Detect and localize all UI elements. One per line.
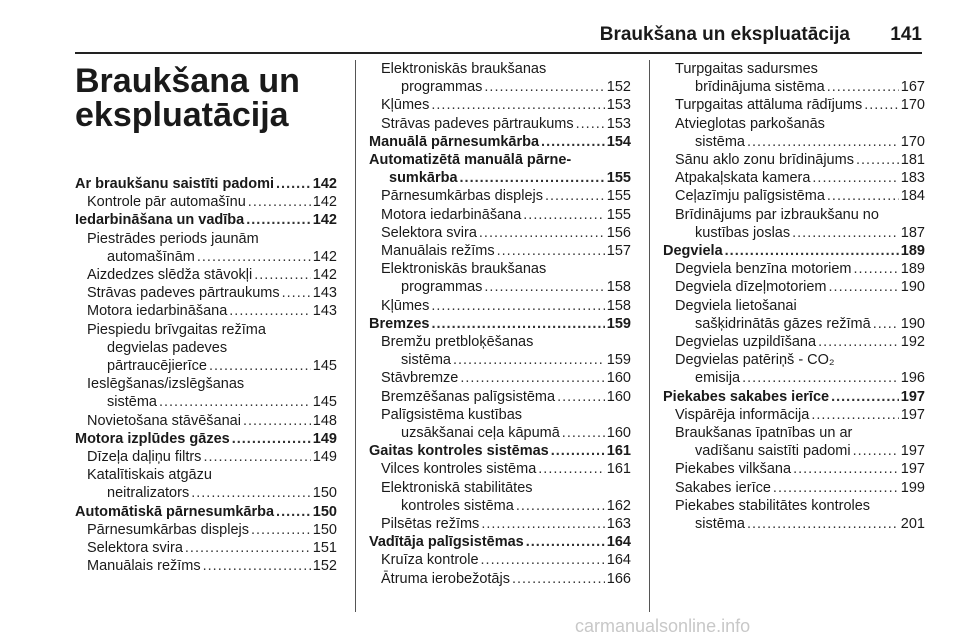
toc-section-link[interactable] bbox=[369, 442, 631, 460]
dot-leader bbox=[551, 442, 605, 460]
toc-entry-text: kontroles sistēma bbox=[401, 497, 514, 514]
toc-page-number: 154 bbox=[606, 133, 631, 150]
toc-entry-text: Vilces kontroles sistēma bbox=[381, 461, 537, 478]
dot-leader bbox=[282, 284, 311, 302]
toc-entry-text: Motora iedarbināšana bbox=[381, 206, 522, 223]
toc-entry-text: Aizdedzes slēdža stāvokļi bbox=[87, 267, 253, 284]
toc-entry-text: neitralizators bbox=[107, 485, 190, 502]
toc-page-number: 164 bbox=[606, 534, 631, 551]
toc-page-number: 197 bbox=[900, 406, 925, 423]
toc-section-link[interactable] bbox=[369, 151, 631, 187]
toc-entry-link[interactable] bbox=[663, 479, 925, 497]
toc-page-number: 143 bbox=[312, 285, 337, 302]
toc-section-link[interactable] bbox=[369, 133, 631, 151]
dot-leader bbox=[460, 369, 604, 387]
dot-leader bbox=[856, 151, 899, 169]
toc-entry-text: Degvielas patēriņš - CO₂ bbox=[675, 352, 835, 369]
toc-entry-text: Elektroniskā stabilitātes bbox=[381, 479, 533, 496]
toc-page-number: 166 bbox=[606, 570, 631, 587]
toc-entry-text: Kruīza kontrole bbox=[381, 552, 479, 569]
toc-page-number: 156 bbox=[606, 224, 631, 241]
toc-page-number: 189 bbox=[900, 261, 925, 278]
dot-leader bbox=[484, 278, 604, 296]
toc-page-number: 159 bbox=[606, 315, 631, 332]
toc-entry-link[interactable] bbox=[369, 333, 631, 369]
watermark: carmanualsonline.info bbox=[575, 616, 751, 636]
dot-leader bbox=[818, 333, 899, 351]
toc-entry-link[interactable] bbox=[75, 557, 337, 575]
toc-page-number: 152 bbox=[606, 79, 631, 96]
dot-leader bbox=[229, 302, 311, 320]
dot-leader bbox=[545, 187, 605, 205]
toc-entry-text: Palīgsistēma kustības bbox=[381, 406, 523, 423]
chapter-title-line: ekspluatācija bbox=[75, 96, 289, 134]
toc-entry-link[interactable] bbox=[369, 479, 631, 515]
toc-page-number: 148 bbox=[312, 412, 337, 429]
toc-entry-text: sistēma bbox=[695, 133, 745, 150]
page-header bbox=[75, 18, 922, 54]
toc-page-number: 159 bbox=[606, 352, 631, 369]
dot-leader bbox=[481, 515, 604, 533]
toc-entry-text: Piekabes sakabes ierīce bbox=[663, 388, 830, 405]
toc-column-1 bbox=[75, 175, 337, 575]
dot-leader bbox=[276, 503, 311, 521]
toc-page-number: 142 bbox=[312, 267, 337, 284]
toc-page-number: 152 bbox=[312, 558, 337, 575]
toc-entry-link[interactable] bbox=[369, 260, 631, 296]
toc-entry-text: Piestrādes periods jaunām bbox=[87, 230, 259, 247]
header-title: Braukšana un ekspluatācija bbox=[599, 24, 850, 45]
toc-page-number: 155 bbox=[606, 206, 631, 223]
dot-leader bbox=[793, 460, 899, 478]
toc-entry-link[interactable] bbox=[663, 151, 925, 169]
toc-entry-link[interactable] bbox=[75, 466, 337, 502]
toc-entry-text: Selektora svira bbox=[87, 540, 183, 557]
toc-entry-text: Automātiskā pārnesumkārba bbox=[75, 503, 275, 520]
dot-leader bbox=[831, 388, 899, 406]
dot-leader bbox=[562, 424, 605, 442]
toc-entry-text: programmas bbox=[401, 279, 483, 296]
toc-page-number: 158 bbox=[606, 279, 631, 296]
dot-leader bbox=[197, 248, 311, 266]
toc-entry-text: Manuālā pārnesumkārba bbox=[369, 133, 540, 150]
dot-leader bbox=[541, 133, 605, 151]
toc-entry-text: Bremzēšanas palīgsistēma bbox=[381, 388, 556, 405]
toc-page-number: 150 bbox=[312, 521, 337, 538]
toc-entry-text: Kontrole pār automašīnu bbox=[87, 194, 246, 211]
dot-leader bbox=[248, 193, 311, 211]
toc-entry-link[interactable] bbox=[75, 375, 337, 411]
toc-entry-text: Katalītiskais atgāzu bbox=[87, 467, 212, 484]
toc-column-2 bbox=[369, 60, 631, 588]
dot-leader bbox=[742, 369, 899, 387]
toc-page-number: 189 bbox=[900, 243, 925, 260]
dot-leader bbox=[512, 570, 605, 588]
toc-page-number: 196 bbox=[900, 370, 925, 387]
toc-page-number: 142 bbox=[312, 194, 337, 211]
toc-entry-text: Vadītāja palīgsistēmas bbox=[369, 534, 524, 551]
toc-entry-link[interactable] bbox=[663, 169, 925, 187]
dot-leader bbox=[254, 266, 311, 284]
dot-leader bbox=[243, 412, 311, 430]
toc-entry-link[interactable] bbox=[75, 284, 337, 302]
column-divider bbox=[649, 60, 650, 612]
toc-page-number: 155 bbox=[606, 188, 631, 205]
toc-page-number: 184 bbox=[900, 188, 925, 205]
toc-entry-text: Piespiedu brīvgaitas režīma bbox=[87, 321, 266, 338]
toc-entry-text: Turpgaitas attāluma rādījums bbox=[675, 97, 863, 114]
toc-page-number: 197 bbox=[900, 443, 925, 460]
dot-leader bbox=[853, 442, 899, 460]
toc-entry-link[interactable] bbox=[75, 539, 337, 557]
toc-entry-link[interactable] bbox=[369, 224, 631, 242]
dot-leader bbox=[453, 351, 605, 369]
toc-page-number: 160 bbox=[606, 425, 631, 442]
toc-entry-text: pārtraucējierīce bbox=[107, 358, 207, 375]
toc-entry-text: Motora iedarbināšana bbox=[87, 303, 228, 320]
toc-entry-link[interactable] bbox=[663, 260, 925, 278]
toc-page-number: 163 bbox=[606, 516, 631, 533]
toc-entry-link[interactable] bbox=[663, 115, 925, 151]
dot-leader bbox=[523, 206, 605, 224]
dot-leader bbox=[431, 96, 604, 114]
toc-page-number: 149 bbox=[312, 449, 337, 466]
dot-leader bbox=[827, 78, 899, 96]
toc-section-link[interactable] bbox=[75, 175, 337, 193]
toc-entry-link[interactable] bbox=[663, 187, 925, 205]
toc-entry-link[interactable] bbox=[369, 369, 631, 387]
toc-entry-link[interactable] bbox=[369, 96, 631, 114]
toc-page-number: 190 bbox=[900, 315, 925, 332]
toc-entry-link[interactable] bbox=[369, 242, 631, 260]
dot-leader bbox=[484, 78, 604, 96]
dot-leader bbox=[557, 388, 605, 406]
toc-column-3 bbox=[663, 60, 925, 533]
toc-entry-text: sašķidrinātās gāzes režīmā bbox=[695, 315, 871, 332]
toc-entry-text: Selektora svira bbox=[381, 224, 477, 241]
toc-section-link[interactable] bbox=[75, 211, 337, 229]
toc-page-number: 142 bbox=[312, 212, 337, 229]
toc-section-link[interactable] bbox=[369, 533, 631, 551]
toc-entry-text: brīdinājuma sistēma bbox=[695, 79, 825, 96]
dot-leader bbox=[251, 521, 311, 539]
toc-entry-link[interactable] bbox=[663, 60, 925, 96]
dot-leader bbox=[516, 497, 605, 515]
toc-page-number: 170 bbox=[900, 133, 925, 150]
toc-page-number: 153 bbox=[606, 97, 631, 114]
toc-page-number: 160 bbox=[606, 370, 631, 387]
toc-entry-link[interactable] bbox=[369, 115, 631, 133]
toc-section-link[interactable] bbox=[663, 388, 925, 406]
toc-entry-text: programmas bbox=[401, 79, 483, 96]
toc-page-number: 145 bbox=[312, 358, 337, 375]
toc-page-number: 150 bbox=[312, 503, 337, 520]
dot-leader bbox=[203, 448, 310, 466]
dot-leader bbox=[479, 224, 605, 242]
toc-page-number: 183 bbox=[900, 170, 925, 187]
dot-leader bbox=[725, 242, 899, 260]
dot-leader bbox=[773, 479, 899, 497]
dot-leader bbox=[747, 133, 899, 151]
dot-leader bbox=[864, 96, 899, 114]
dot-leader bbox=[209, 357, 311, 375]
dot-leader bbox=[460, 169, 605, 187]
toc-entry-text: Novietošana stāvēšanai bbox=[87, 412, 241, 429]
toc-entry-text: Motora izplūdes gāzes bbox=[75, 430, 230, 447]
toc-entry-text: Dīzeļa daļiņu filtrs bbox=[87, 449, 202, 466]
toc-page-number: 181 bbox=[900, 152, 925, 169]
dot-leader bbox=[191, 484, 311, 502]
toc-entry-link[interactable] bbox=[663, 406, 925, 424]
toc-entry-link[interactable] bbox=[75, 321, 337, 376]
toc-entry-link[interactable] bbox=[663, 424, 925, 460]
dot-leader bbox=[431, 297, 604, 315]
toc-entry-link[interactable] bbox=[663, 278, 925, 296]
toc-entry-link[interactable] bbox=[369, 60, 631, 96]
toc-entry-text: Degviela bbox=[663, 243, 723, 260]
toc-entry-text: degvielas padeves bbox=[107, 339, 228, 356]
toc-section-link[interactable] bbox=[75, 430, 337, 448]
chapter-title-line: Braukšana un bbox=[75, 62, 300, 100]
toc-entry-text: Ar braukšanu saistīti padomi bbox=[75, 176, 275, 192]
dot-leader bbox=[854, 260, 899, 278]
toc-entry-link[interactable] bbox=[663, 297, 925, 333]
toc-entry-text: Iedarbināšana un vadība bbox=[75, 212, 245, 229]
dot-leader bbox=[526, 533, 605, 551]
toc-entry-text: Piekabes stabilitātes kontroles bbox=[675, 497, 871, 514]
toc-entry-text: Pārnesumkārbas displejs bbox=[381, 188, 543, 205]
toc-entry-text: Manuālais režīms bbox=[381, 243, 495, 260]
dot-leader bbox=[811, 406, 898, 424]
toc-entry-text: Manuālais režīms bbox=[87, 558, 201, 575]
chapter-title bbox=[75, 64, 345, 132]
toc-page-number: 187 bbox=[900, 224, 925, 241]
toc-entry-link[interactable] bbox=[663, 206, 925, 242]
toc-entry-text: sumkārba bbox=[389, 170, 458, 187]
toc-page-number: 162 bbox=[606, 497, 631, 514]
dot-leader bbox=[538, 460, 605, 478]
toc-section-link[interactable] bbox=[369, 315, 631, 333]
dot-leader bbox=[827, 187, 899, 205]
toc-entry-link[interactable] bbox=[369, 206, 631, 224]
toc-entry-text: Sānu aklo zonu brīdinājums bbox=[675, 152, 854, 169]
toc-entry-text: Pilsētas režīms bbox=[381, 516, 480, 533]
toc-entry-link[interactable] bbox=[663, 460, 925, 478]
dot-leader bbox=[203, 557, 311, 575]
toc-page-number: 201 bbox=[900, 516, 925, 533]
toc-entry-link[interactable] bbox=[369, 515, 631, 533]
toc-entry-text: Sakabes ierīce bbox=[675, 479, 771, 496]
toc-entry-link[interactable] bbox=[369, 551, 631, 569]
toc-page-number: 153 bbox=[606, 115, 631, 132]
toc-entry-text: Ieslēgšanas/izslēgšanas bbox=[87, 376, 245, 393]
toc-entry-text: Atvieglotas parkošanās bbox=[675, 115, 825, 132]
toc-page-number: 192 bbox=[900, 334, 925, 351]
toc-entry-link[interactable] bbox=[75, 193, 337, 211]
toc-entry-text: emisija bbox=[695, 370, 741, 387]
dot-leader bbox=[481, 551, 605, 569]
dot-leader bbox=[576, 115, 605, 133]
toc-entry-text: Atpakaļskata kamera bbox=[675, 170, 811, 187]
toc-entry-link[interactable] bbox=[369, 297, 631, 315]
toc-page-number: 197 bbox=[900, 461, 925, 478]
toc-page-number: 155 bbox=[606, 170, 631, 187]
toc-entry-link[interactable] bbox=[75, 266, 337, 284]
toc-entry-text: automašīnām bbox=[107, 248, 195, 265]
toc-entry-text: Strāvas padeves pārtraukums bbox=[87, 285, 280, 302]
toc-entry-text: Degviela lietošanai bbox=[675, 297, 797, 314]
toc-entry-text: sistēma bbox=[401, 352, 451, 369]
toc-entry-link[interactable] bbox=[75, 230, 337, 266]
toc-entry-text: Degviela benzīna motoriem bbox=[675, 261, 852, 278]
toc-page-number: 149 bbox=[312, 430, 337, 447]
toc-entry-link[interactable] bbox=[369, 406, 631, 442]
toc-entry-link[interactable] bbox=[75, 521, 337, 539]
toc-page-number: 150 bbox=[312, 485, 337, 502]
toc-page-number: 143 bbox=[312, 303, 337, 320]
toc-entry-text: Degviela dīzeļmotoriem bbox=[675, 279, 827, 296]
toc-entry-text: sistēma bbox=[107, 394, 157, 411]
toc-entry-text: vadīšanu saistīti padomi bbox=[695, 443, 851, 460]
toc-entry-text: Brīdinājums par izbraukšanu no bbox=[675, 206, 879, 223]
toc-entry-text: Piekabes vilkšana bbox=[675, 461, 792, 478]
toc-page-number: 151 bbox=[312, 540, 337, 557]
dot-leader bbox=[276, 175, 311, 193]
toc-entry-text: Bremzes bbox=[369, 315, 430, 332]
toc-entry-text: Vispārēja informācija bbox=[675, 406, 810, 423]
toc-entry-text: Bremžu pretbloķēšanas bbox=[381, 334, 534, 351]
toc-page-number: 199 bbox=[900, 479, 925, 496]
toc-entry-text: Automatizētā manuālā pārne- bbox=[369, 152, 572, 169]
toc-entry-text: sistēma bbox=[695, 516, 745, 533]
toc-entry-text: uzsākšanai ceļa kāpumā bbox=[401, 425, 560, 442]
toc-entry-text: Strāvas padeves pārtraukums bbox=[381, 115, 574, 132]
toc-entry-text: Gaitas kontroles sistēmas bbox=[369, 443, 549, 460]
toc-page-number: 160 bbox=[606, 388, 631, 405]
header-page-number: 141 bbox=[890, 24, 922, 45]
dot-leader bbox=[232, 430, 311, 448]
toc-section-link[interactable] bbox=[75, 503, 337, 521]
toc-entry-link[interactable] bbox=[75, 412, 337, 430]
toc-entry-text: Degvielas uzpildīšana bbox=[675, 334, 817, 351]
toc-entry-link[interactable] bbox=[663, 497, 925, 533]
toc-entry-link[interactable] bbox=[663, 96, 925, 114]
dot-leader bbox=[792, 224, 899, 242]
dot-leader bbox=[246, 211, 311, 229]
dot-leader bbox=[431, 315, 604, 333]
toc-page-number: 190 bbox=[900, 279, 925, 296]
toc-entry-text: Pārnesumkārbas displejs bbox=[87, 521, 249, 538]
toc-entry-link[interactable] bbox=[75, 448, 337, 466]
toc-entry-text: Ceļazīmju palīgsistēma bbox=[675, 188, 825, 205]
toc-entry-link[interactable] bbox=[369, 460, 631, 478]
toc-page-number: 158 bbox=[606, 297, 631, 314]
toc-entry-link[interactable] bbox=[369, 187, 631, 205]
dot-leader bbox=[812, 169, 898, 187]
toc-entry-link[interactable] bbox=[75, 302, 337, 320]
dot-leader bbox=[829, 278, 899, 296]
toc-entry-text: Elektroniskās braukšanas bbox=[381, 261, 547, 278]
toc-page-number: 167 bbox=[900, 79, 925, 96]
toc-entry-link[interactable] bbox=[663, 333, 925, 351]
dot-leader bbox=[497, 242, 605, 260]
toc-entry-text: Kļūmes bbox=[381, 297, 430, 314]
toc-page-number: 161 bbox=[606, 443, 631, 460]
toc-entry-text: Ātruma ierobežotājs bbox=[381, 570, 510, 587]
toc-entry-text: kustības joslas bbox=[695, 224, 791, 241]
toc-page-number: 197 bbox=[900, 388, 925, 405]
toc-section-link[interactable] bbox=[663, 242, 925, 260]
toc-entry-text: Stāvbremze bbox=[381, 370, 459, 387]
toc-entry-link[interactable] bbox=[369, 388, 631, 406]
dot-leader bbox=[747, 515, 899, 533]
toc-entry-text: Braukšanas īpatnības un ar bbox=[675, 425, 853, 442]
toc-page-number: 161 bbox=[606, 461, 631, 478]
toc-page-number: 157 bbox=[606, 243, 631, 260]
toc-entry-text: Elektroniskās braukšanas bbox=[381, 61, 547, 77]
dot-leader bbox=[873, 315, 899, 333]
column-divider bbox=[355, 60, 356, 612]
toc-page-number: 142 bbox=[312, 176, 337, 192]
toc-page-number: 145 bbox=[312, 394, 337, 411]
toc-page-number: 170 bbox=[900, 97, 925, 114]
toc-entry-text: Turpgaitas sadursmes bbox=[675, 61, 818, 77]
toc-entry-link[interactable] bbox=[663, 351, 925, 387]
dot-leader bbox=[185, 539, 311, 557]
toc-entry-text: Kļūmes bbox=[381, 97, 430, 114]
toc-entry-link[interactable] bbox=[369, 570, 631, 588]
toc-page-number: 164 bbox=[606, 552, 631, 569]
toc-page-number: 142 bbox=[312, 248, 337, 265]
dot-leader bbox=[159, 393, 311, 411]
